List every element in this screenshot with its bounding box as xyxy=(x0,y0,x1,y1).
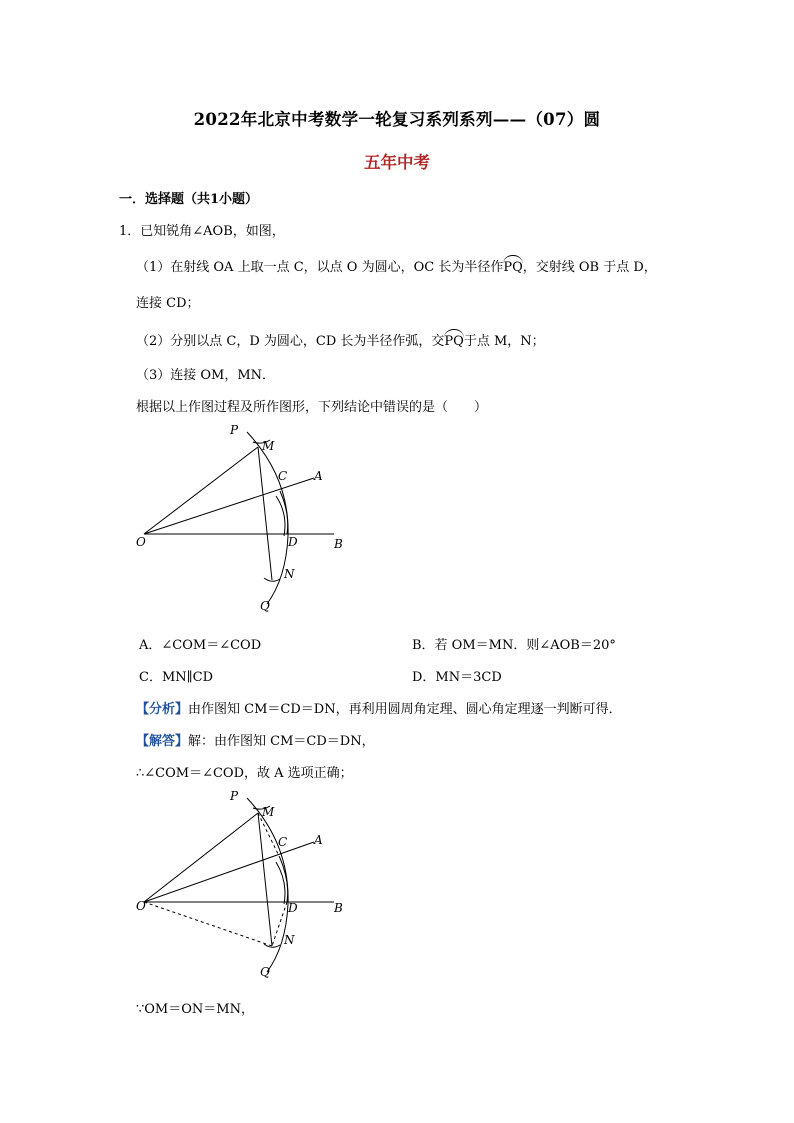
label-a: A xyxy=(314,469,323,483)
label-p: P xyxy=(230,423,239,437)
label-m: M xyxy=(262,439,275,453)
question-step1-line xyxy=(136,256,657,275)
label-q: Q xyxy=(260,965,270,979)
solution-line xyxy=(136,730,375,749)
analysis-text: 由作图知 CM＝CD＝DN，再利用圆周角定理、圆心角定理逐一判断可得． xyxy=(188,702,622,717)
label-a: A xyxy=(314,833,323,847)
label-q: Q xyxy=(260,599,270,613)
label-o: O xyxy=(136,899,146,913)
question-step2-text-end: 于点 M，N； xyxy=(463,334,545,349)
solution-tag: 【解答】 xyxy=(136,734,189,749)
question-prompt: 根据以上作图过程及所作图形，下列结论中错误的是（ ） xyxy=(136,400,488,415)
arc-pq-label: PQ xyxy=(503,260,523,275)
solution-line-2: ∴∠COM＝∠COD，故 A 选项正确； xyxy=(136,766,353,781)
question-step1-text-end: ，交射线 OB 于点 D， xyxy=(522,260,657,275)
question-step1-continuation: 连接 CD； xyxy=(136,296,200,311)
segment-on-dashed xyxy=(144,902,272,946)
question-stem: 已知锐角∠AOB，如图， xyxy=(140,224,285,239)
section-heading: 一．选择题（共1小题） xyxy=(119,192,259,207)
label-d: D xyxy=(288,901,298,915)
ray-oa xyxy=(144,842,314,902)
segment-mn xyxy=(258,813,272,946)
segment-om xyxy=(144,813,258,902)
option-d: D．MN＝3CD xyxy=(412,670,502,685)
arc-pq-label-2: PQ xyxy=(444,334,464,349)
geometry-figure-1 xyxy=(130,418,360,618)
geometry-figure-2 xyxy=(130,786,360,986)
label-m: M xyxy=(262,805,275,819)
solution-line-3: ∵OM＝ON＝MN， xyxy=(136,1002,254,1017)
segment-om xyxy=(144,447,258,534)
label-n: N xyxy=(284,567,295,581)
segment-mc-dashed xyxy=(258,813,280,858)
question-number: 1． xyxy=(119,224,141,239)
label-b: B xyxy=(334,537,343,551)
analysis-line xyxy=(136,698,622,717)
label-n: N xyxy=(284,933,295,947)
question-step2-line xyxy=(136,330,545,349)
question-stem-line xyxy=(119,220,285,239)
label-c: C xyxy=(278,469,288,483)
question-step1-text: （1）在射线 OA 上取一点 C，以点 O 为圆心，OC 长为半径作 xyxy=(136,260,504,275)
question-step3-line: （3）连接 OM，MN． xyxy=(136,368,276,383)
document-subtitle: 五年中考 xyxy=(364,153,430,172)
solution-text: 解：由作图知 CM＝CD＝DN， xyxy=(188,734,375,749)
label-b: B xyxy=(334,901,343,915)
option-a: A．∠COM＝∠COD xyxy=(139,638,262,653)
label-p: P xyxy=(230,789,239,803)
option-c: C．MN∥CD xyxy=(139,670,214,685)
label-o: O xyxy=(136,535,146,549)
document-title: 2022年北京中考数学一轮复习系列系列——（07）圆 xyxy=(193,110,601,129)
question-step2-text: （2）分别以点 C，D 为圆心，CD 长为半径作弧，交 xyxy=(136,334,445,349)
ray-oa xyxy=(144,478,314,534)
label-d: D xyxy=(288,535,298,549)
label-c: C xyxy=(278,835,288,849)
analysis-tag: 【分析】 xyxy=(136,702,189,717)
arc-pq xyxy=(247,432,288,604)
segment-mn xyxy=(258,447,272,580)
option-b: B．若 OM＝MN．则∠AOB＝20° xyxy=(412,638,616,653)
